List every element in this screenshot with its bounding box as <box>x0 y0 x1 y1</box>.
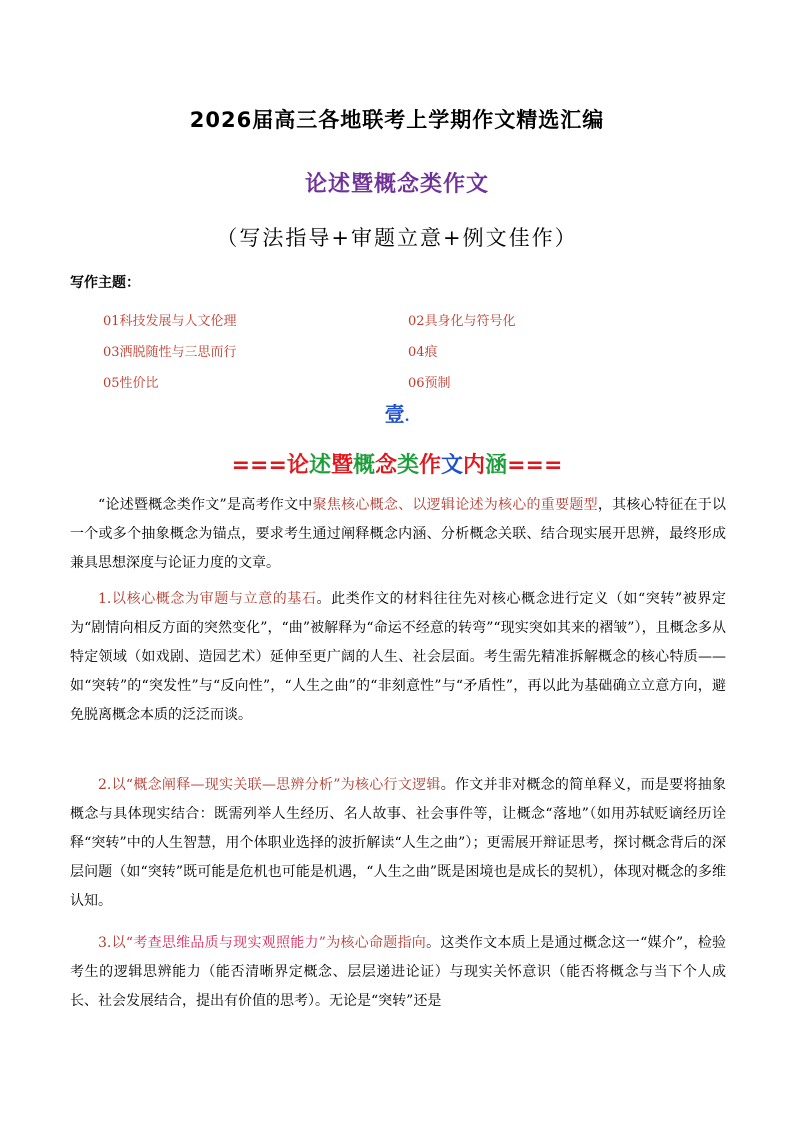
section-heading-char: 论 <box>286 453 309 478</box>
themes-label: 写作主题： <box>70 275 140 291</box>
section-heading-char: 内 <box>463 453 486 478</box>
theme-item-03: 03洒脱随性与三思而行 <box>103 345 237 360</box>
theme-item-06: 06预制 <box>408 376 451 391</box>
theme-item-01: 01科技发展与人文伦理 <box>103 314 237 329</box>
section-marker-dot: . <box>404 409 410 425</box>
theme-item-02: 02具身化与符号化 <box>408 314 516 329</box>
paragraph-text: ，其核心特征在于以一个或多个抽象概念为锚点，要求考生通过阐释概念内涵、分析概念关联、结合现实展开思辨，最终形成兼具思想深度与论证力度的文章。 <box>70 497 726 571</box>
paragraph-highlight: 为核心命题指向 <box>325 935 427 951</box>
paragraph-text: 。作文并非对概念的简单释义，而是要将抽象概念与具体现实结合：既需列举人生经历、名人故事、社会事件等，让概念“落地”（如用苏轼贬谪经历诠释“突转”中的人生智慧，用个体职业选择的波折解读“人生之曲”）；更需展开辩证思考，探讨概念背后的深层问题（如“突转”既可能是危机也可能是机遇，“人生之曲”既是困境也是成长的契机），体现对概念的多维认知。 <box>70 777 727 909</box>
section-heading <box>0 448 794 479</box>
section-marker-text: 壹 <box>384 402 405 426</box>
paragraph-point-3 <box>70 929 726 1016</box>
section-heading-char: 类 <box>397 453 420 478</box>
section-heading-char: 述 <box>308 453 331 478</box>
paragraph-point-1 <box>70 585 726 730</box>
paragraph-intro <box>70 491 726 578</box>
section-heading-char: 文 <box>441 453 464 478</box>
paragraph-highlight: 3.以 <box>98 935 126 951</box>
section-heading-char: 暨 <box>330 453 353 478</box>
document-sub-subtitle: （写法指导+审题立意+例文佳作） <box>216 226 578 250</box>
paragraph-highlight: 1.以核心概念为审题与立意的基石 <box>98 591 317 607</box>
paragraph-point-2 <box>70 771 726 916</box>
paragraph-text: 。此类作文的材料往往先对核心概念进行定义（如“突转”被界定为“剧情向相反方面的突然变化”，“曲”被解释为“命运不经意的转弯”“现实突如其来的褶皱”），且概念多从特定领域（如戏剧、造园艺术）延伸至更广阔的人生、社会层面。考生需先精准拆解概念的核心特质——如“突转”的“突发性”与“反向性”，“人生之曲”的“非刻意性”与“矛盾性”，再以此为基础确立立意方向，避免脱离概念本质的泛泛而谈。 <box>70 591 726 723</box>
paragraph-text: “论述暨概念类作文”是高考作文中 <box>98 497 313 513</box>
theme-item-04: 04痕 <box>408 345 438 360</box>
section-marker <box>0 398 794 427</box>
theme-item-05: 05性价比 <box>103 376 159 391</box>
section-heading-char: === <box>507 453 563 478</box>
paragraph-highlight: 2.以“概念阐释—现实关联—思辨分析”为核心行文逻辑 <box>98 777 441 793</box>
document-subtitle: 论述暨概念类作文 <box>304 172 489 197</box>
section-heading-char: 念 <box>374 453 397 478</box>
section-heading-char: 作 <box>419 453 442 478</box>
section-heading-char: 涵 <box>485 453 508 478</box>
page-title: 2026届高三各地联考上学期作文精选汇编 <box>189 108 605 132</box>
paragraph-highlight: 聚焦核心概念、以逻辑论述为核心的重要题型 <box>312 497 598 513</box>
paragraph-text: 。这类作文本质上是通过概念这一“媒介”，检验考生的逻辑思辨能力（能否清晰界定概念、层层递进论证）与现实关怀意识（能否将概念与当下个人成长、社会发展结合，提出有价值的思考）。无论是“突转”还是 <box>70 935 726 1009</box>
paragraph-highlight-pink: “考查思维品质与现实观照能力” <box>125 935 326 951</box>
section-heading-char: === <box>231 453 287 478</box>
section-heading-char: 概 <box>352 453 375 478</box>
